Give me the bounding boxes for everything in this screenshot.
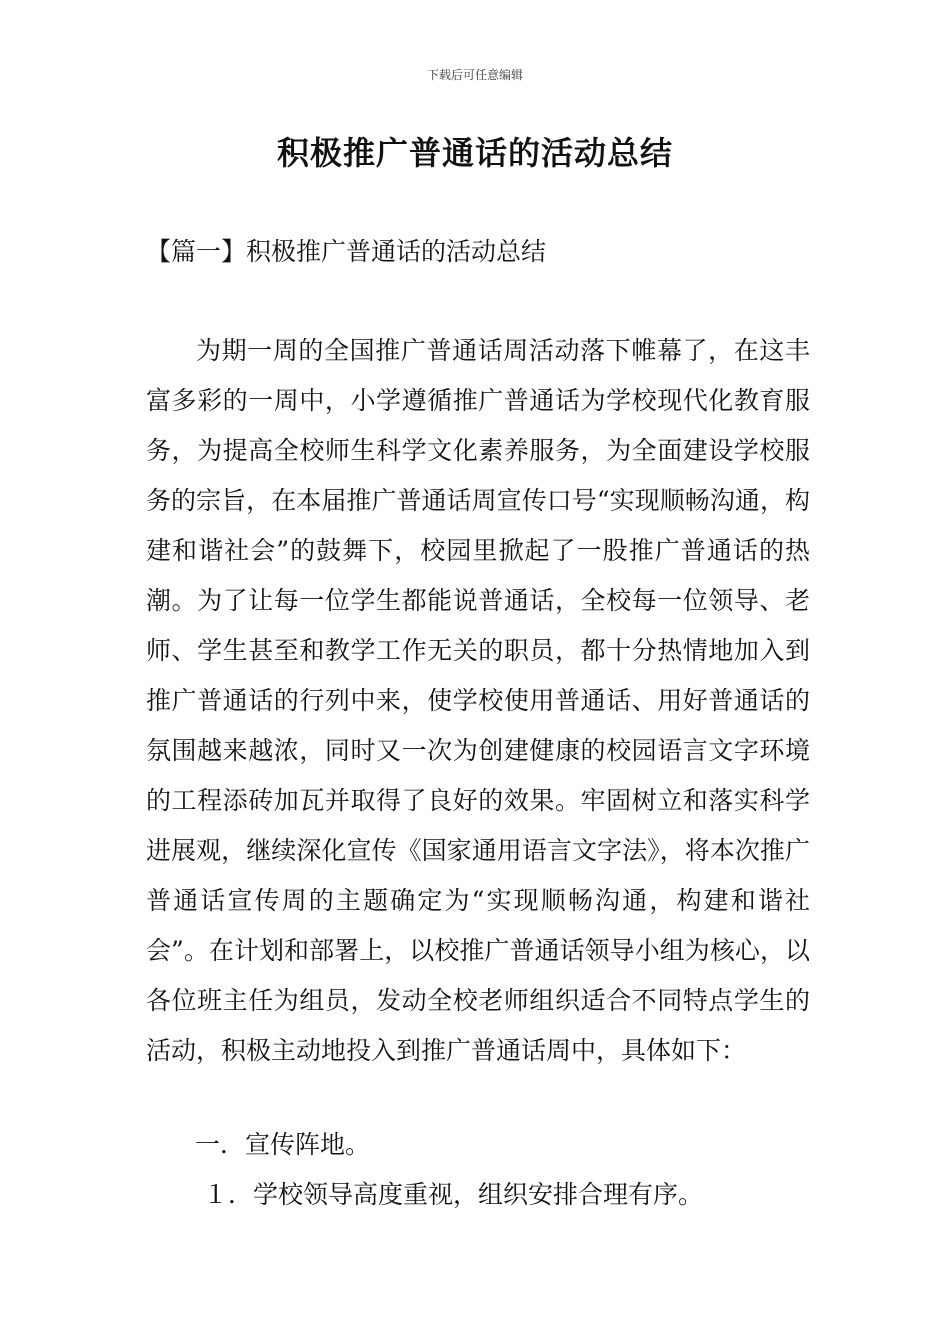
body-paragraph: 为期一周的全国推广普通话周活动落下帷幕了，在这丰富多彩的一周中，小学遵循推广普通话为学校现代化教育服务，为提高全校师生科学文化素养服务，为全面建设学校服务的宗旨，在本届推广普通话周宣传口号“实现顺畅沟通，构建和谐社会”的鼓舞下，校园里掀起了一股推广普通话的热潮。为了让每一位学生都能说普通话，全校每一位领导、老师、学生甚至和教学工作无关的职员，都十分热情地加入到推广普通话的行列中来，使学校使用普通话、用好普通话的氛围越来越浓，同时又一次为创建健康的校园语言文字环境的工程添砖加瓦并取得了良好的效果。牢固树立和落实科学进展观，继续深化宣传《国家通用语言文字法》，将本次推广普通话宣传周的主题确定为“实现顺畅沟通，构建和谐社会”。在计划和部署上，以校推广普通话领导小组为核心，以各位班主任为组员，发动全校老师组织适合不同特点学生的活动，积极主动地投入到推广普通话周中，具体如下： [146,336,810,1065]
document-title: 积极推广普通话的活动总结 [276,134,673,172]
header-note: 下载后可任意编辑 [426,68,523,82]
list-item-section-1: 一．宣传阵地。 [195,1130,371,1159]
list-item-point-1: １．学校领导高度重视，组织安排合理有序。 [203,1180,704,1209]
section-heading: 【篇一】积极推广普通话的活动总结 [146,237,547,266]
